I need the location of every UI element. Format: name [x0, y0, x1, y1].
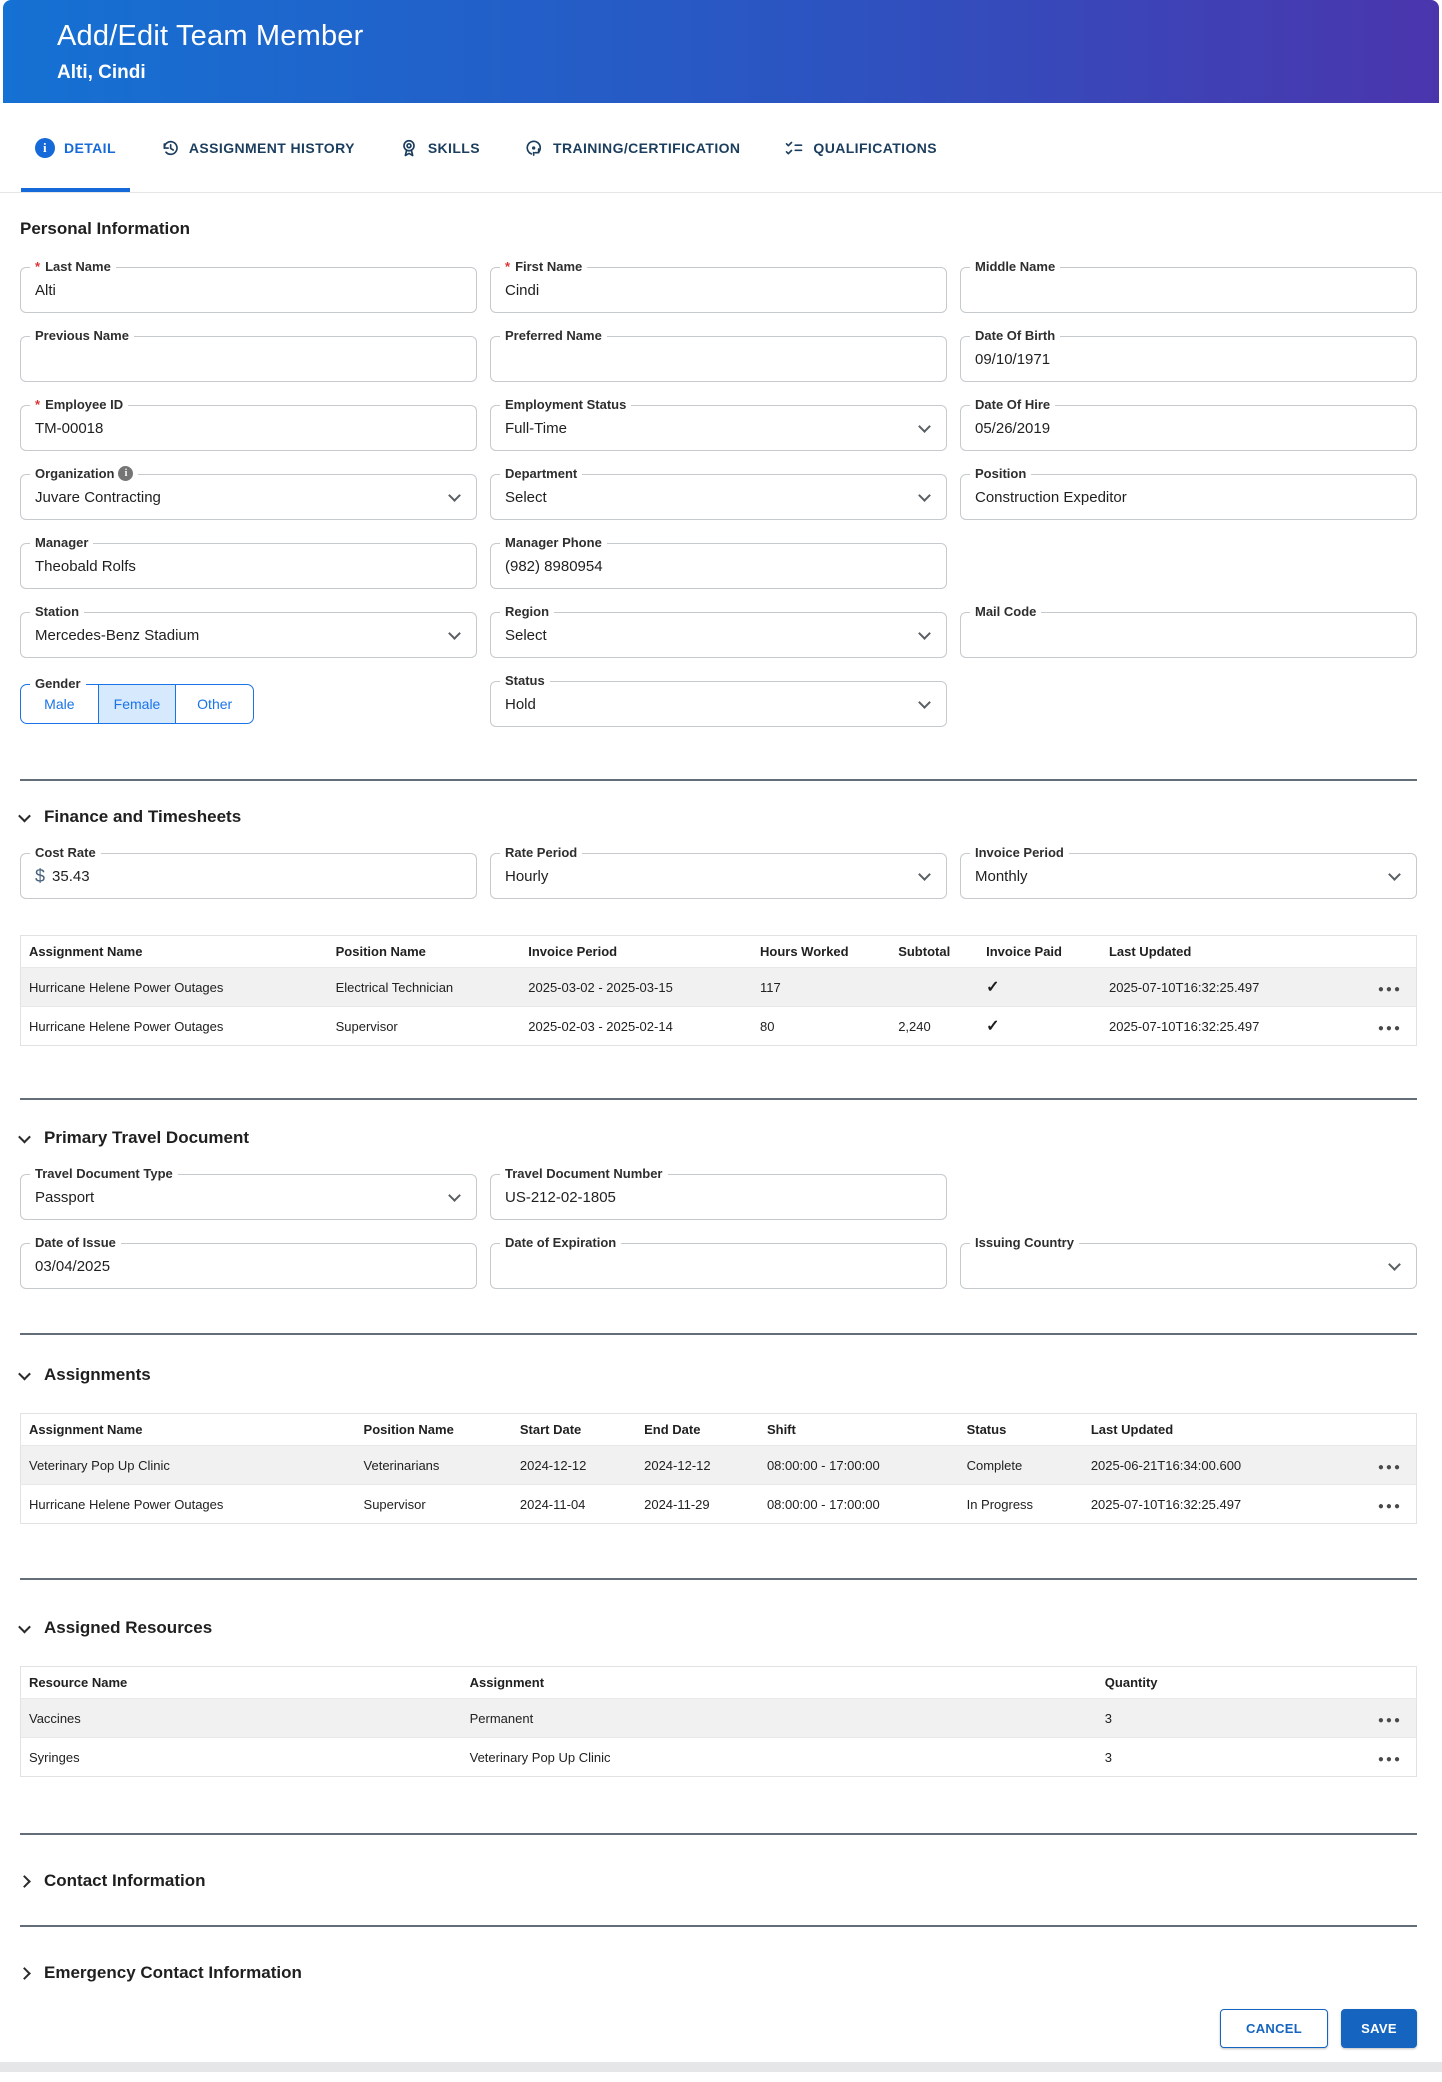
column-header: Last Updated: [1101, 936, 1358, 968]
field-label: Department: [500, 466, 582, 481]
travel-section-header[interactable]: [20, 1128, 1417, 1148]
cell-invoice-period: 2025-03-02 - 2025-03-15: [528, 979, 673, 995]
tab-label: TRAINING/CERTIFICATION: [553, 139, 741, 156]
chevron-down-icon: [448, 627, 461, 640]
table-row[interactable]: [21, 968, 1417, 1007]
field-label: Rate Period: [500, 845, 582, 860]
field-label: Middle Name: [970, 259, 1060, 274]
assignments-title: Assignments: [44, 1365, 151, 1384]
chevron-down-icon: [918, 627, 931, 640]
cell-status: Complete: [966, 1457, 1023, 1473]
field-label: Issuing Country: [970, 1235, 1079, 1250]
required-asterisk: *: [35, 259, 41, 274]
info-icon[interactable]: i: [118, 466, 133, 481]
tab-training-certification[interactable]: [510, 103, 754, 192]
gender-button-group: [20, 676, 254, 724]
chevron-down-icon: [1388, 1258, 1401, 1271]
form-actions: [20, 2009, 1417, 2048]
cell-resource: Syringes: [29, 1749, 80, 1765]
column-header: Position Name: [328, 936, 521, 968]
field-label: Organization i: [30, 466, 138, 481]
cell-invoice-period: 2025-02-03 - 2025-02-14: [528, 1018, 673, 1034]
tab-bar: [0, 103, 1442, 193]
field-label: * Employee ID: [30, 397, 128, 412]
personal-information-grid: [20, 259, 1417, 727]
row-menu-icon[interactable]: ●●●: [1377, 1714, 1402, 1726]
gender-male-button[interactable]: Male: [44, 696, 75, 712]
resources-section-header[interactable]: [20, 1618, 1417, 1638]
table-row[interactable]: [21, 1007, 1417, 1046]
cell-invoice-paid: [978, 968, 1101, 1007]
preferred-name-field[interactable]: [490, 328, 947, 382]
travel-document-number-field[interactable]: Travel Document Number US-212-02-1805: [490, 1174, 947, 1220]
date-of-expiration-field[interactable]: [490, 1235, 947, 1289]
field-label: Previous Name: [30, 328, 134, 343]
field-label: Cost Rate: [30, 845, 101, 860]
cell-last-updated: 2025-07-10T16:32:25.497: [1108, 979, 1260, 995]
field-label: Manager: [30, 535, 93, 550]
gender-other-button[interactable]: Other: [175, 685, 253, 723]
tab-detail[interactable]: [21, 103, 130, 192]
column-header: Last Updated: [1083, 1414, 1359, 1446]
field-label: Gender: [30, 676, 86, 691]
cell-assignment: Hurricane Helene Power Outages: [29, 1496, 224, 1512]
region-select[interactable]: Region Select: [490, 612, 947, 658]
emergency-contact-title: Emergency Contact Information: [44, 1963, 302, 1982]
cell-last-updated: 2025-07-10T16:32:25.497: [1108, 1018, 1260, 1034]
cell-actions: [1359, 1446, 1416, 1485]
chevron-down-icon: [918, 489, 931, 502]
chevron-down-icon: [448, 1189, 461, 1202]
status-select[interactable]: Status Hold: [490, 681, 947, 727]
field-label: Travel Document Number: [500, 1166, 668, 1181]
travel-document-type-select[interactable]: Travel Document Type Passport: [20, 1174, 477, 1220]
travel-grid: [20, 1166, 1417, 1289]
date-of-hire-field[interactable]: Date Of Hire 05/26/2019: [960, 405, 1417, 451]
field-label: * Last Name: [30, 259, 116, 274]
cell-actions: [1358, 1007, 1417, 1046]
cell-start-date: 2024-12-12: [519, 1457, 587, 1473]
tab-label: DETAIL: [64, 139, 116, 156]
section-divider: [20, 1925, 1417, 1927]
tab-label: ASSIGNMENT HISTORY: [188, 139, 355, 156]
table-header-row: [21, 1667, 1417, 1699]
rate-period-select[interactable]: Rate Period Hourly: [490, 853, 947, 899]
section-divider: [20, 1578, 1417, 1580]
cell-position: Supervisor: [363, 1496, 426, 1512]
chevron-down-icon: [918, 868, 931, 881]
cell-quantity: 3: [1104, 1749, 1113, 1765]
field-label: Date of Expiration: [500, 1235, 621, 1250]
issuing-country-select[interactable]: [960, 1235, 1417, 1289]
grid-spacer: [960, 681, 1417, 727]
column-header: [1358, 936, 1417, 968]
gender-cell: [20, 676, 477, 727]
finance-title: Finance and Timesheets: [44, 807, 242, 826]
checklist-icon: [784, 138, 804, 158]
currency-prefix: $: [35, 865, 46, 886]
table-row[interactable]: [21, 1699, 1417, 1738]
contact-information-title: Contact Information: [44, 1871, 206, 1890]
cell-subtotal: [890, 968, 978, 1007]
info-icon: i: [35, 138, 55, 158]
column-header: Resource Name: [21, 1667, 462, 1699]
assignments-section-header[interactable]: [20, 1365, 1417, 1385]
invoice-period-select[interactable]: Invoice Period Monthly: [960, 853, 1417, 899]
required-asterisk: *: [35, 397, 41, 412]
cell-invoice-paid: [978, 1007, 1101, 1046]
department-select[interactable]: Department Select: [490, 474, 947, 520]
date-of-issue-field[interactable]: Date of Issue 03/04/2025: [20, 1243, 477, 1289]
check-icon: ✓: [986, 1018, 1000, 1035]
cell-actions: [1362, 1738, 1416, 1777]
column-header: Hours Worked: [752, 936, 890, 968]
travel-title: Primary Travel Document: [44, 1128, 250, 1147]
field-label: Manager Phone: [500, 535, 607, 550]
middle-name-field[interactable]: [960, 259, 1417, 313]
cancel-button[interactable]: CANCEL: [1220, 2009, 1328, 2048]
cell-assignment: Veterinary Pop Up Clinic: [29, 1457, 170, 1473]
chevron-down-icon: [18, 1367, 31, 1380]
page-title: Add/Edit Team Member: [57, 20, 364, 52]
field-label: Date Of Birth: [970, 328, 1060, 343]
field-label: Station: [30, 604, 84, 619]
resources-title: Assigned Resources: [44, 1618, 213, 1637]
cell-quantity: 3: [1104, 1710, 1113, 1726]
column-header: Shift: [759, 1414, 959, 1446]
column-header: Invoice Period: [520, 936, 752, 968]
section-divider: [20, 1098, 1417, 1100]
training-icon: [524, 138, 544, 158]
cell-assignment: Permanent: [469, 1710, 534, 1726]
field-label: Travel Document Type: [30, 1166, 178, 1181]
previous-name-field[interactable]: [20, 328, 477, 382]
cell-actions: [1362, 1699, 1416, 1738]
tab-label: QUALIFICATIONS: [813, 139, 937, 156]
cell-actions: [1358, 968, 1417, 1007]
finance-grid: [20, 845, 1417, 899]
mail-code-field[interactable]: [960, 604, 1417, 658]
row-menu-icon[interactable]: ●●●: [1377, 983, 1402, 995]
field-label: Position: [970, 466, 1031, 481]
last-name-field[interactable]: * Last Name Alti: [20, 267, 477, 313]
organization-select[interactable]: Organization i Juvare Contracting: [20, 474, 477, 520]
column-header: Assignment: [462, 1667, 1097, 1699]
history-icon: [160, 138, 180, 158]
cell-assignment: Hurricane Helene Power Outages: [29, 979, 224, 995]
manager-phone-field[interactable]: Manager Phone (982) 8980954: [490, 543, 947, 589]
section-divider: [20, 779, 1417, 781]
finance-section-header[interactable]: [20, 807, 1417, 827]
date-of-birth-field[interactable]: Date Of Birth 09/10/1971: [960, 336, 1417, 382]
cell-position: Supervisor: [335, 1018, 398, 1034]
field-label: Preferred Name: [500, 328, 607, 343]
column-header: Subtotal: [890, 936, 978, 968]
field-label: Mail Code: [970, 604, 1041, 619]
table-row[interactable]: [21, 1446, 1417, 1485]
assignments-table: [20, 1413, 1417, 1524]
cell-last-updated: 2025-06-21T16:34:00.600: [1090, 1457, 1242, 1473]
first-name-field[interactable]: * First Name Cindi: [490, 267, 947, 313]
row-menu-icon[interactable]: ●●●: [1377, 1753, 1402, 1765]
emergency-contact-section-header[interactable]: [20, 1963, 1417, 1983]
chevron-down-icon: [918, 420, 931, 433]
table-header-row: [21, 936, 1417, 968]
manager-field[interactable]: Manager Theobald Rolfs: [20, 543, 477, 589]
cell-subtotal: 2,240: [898, 1018, 931, 1034]
cell-start-date: 2024-11-04: [519, 1496, 586, 1512]
table-row[interactable]: [21, 1738, 1417, 1777]
chevron-down-icon: [1388, 868, 1401, 881]
cell-status: In Progress: [966, 1496, 1034, 1512]
chevron-down-icon: [918, 696, 931, 709]
grid-spacer: [960, 543, 1417, 589]
cell-resource: Vaccines: [29, 1710, 81, 1726]
grid-spacer: [960, 1174, 1417, 1220]
chevron-down-icon: [448, 489, 461, 502]
contact-information-section-header[interactable]: [20, 1871, 1417, 1891]
cell-hours: 117: [759, 979, 781, 995]
chevron-right-icon: [18, 1875, 31, 1888]
page-bottom-strip: [0, 2062, 1442, 2072]
table-header-row: [21, 1414, 1417, 1446]
column-header: Assignment Name: [21, 936, 328, 968]
position-field[interactable]: Position Construction Expeditor: [960, 474, 1417, 520]
check-icon: ✓: [986, 979, 1000, 996]
member-name-subtitle: Alti, Cindi: [57, 62, 146, 83]
cell-position: Electrical Technician: [335, 979, 454, 995]
cell-shift: 08:00:00 - 17:00:00: [766, 1496, 880, 1512]
cost-rate-field[interactable]: Cost Rate $ 35.43: [20, 853, 477, 899]
field-label: Invoice Period: [970, 845, 1069, 860]
employee-id-field[interactable]: * Employee ID TM-00018: [20, 405, 477, 451]
column-header: Invoice Paid: [978, 936, 1101, 968]
field-label: Region: [500, 604, 554, 619]
cell-end-date: 2024-11-29: [644, 1496, 710, 1512]
row-menu-icon[interactable]: ●●●: [1377, 1022, 1402, 1034]
column-header: Start Date: [512, 1414, 636, 1446]
resources-table: [20, 1666, 1417, 1777]
save-button[interactable]: SAVE: [1341, 2009, 1417, 2048]
employment-status-select[interactable]: Employment Status Full-Time: [490, 405, 947, 451]
cell-hours: 80: [759, 1018, 775, 1034]
table-row[interactable]: [21, 1485, 1417, 1524]
field-label: Date Of Hire: [970, 397, 1055, 412]
cell-end-date: 2024-12-12: [644, 1457, 711, 1473]
tab-qualifications[interactable]: [770, 103, 951, 192]
page-header: [3, 0, 1439, 103]
personal-information-title: Personal Information: [20, 219, 191, 238]
cell-position: Veterinarians: [363, 1457, 440, 1473]
gender-female-button[interactable]: Female: [98, 685, 176, 723]
required-asterisk: *: [505, 259, 511, 274]
field-label: * First Name: [500, 259, 587, 274]
section-divider: [20, 1333, 1417, 1335]
chevron-down-icon: [18, 1130, 31, 1143]
field-label: Employment Status: [500, 397, 631, 412]
station-select[interactable]: Station Mercedes-Benz Stadium: [20, 612, 477, 658]
field-label: Status: [500, 673, 550, 688]
column-header: Assignment Name: [21, 1414, 356, 1446]
column-header: [1362, 1667, 1416, 1699]
badge-icon: [399, 138, 419, 158]
cell-actions: [1359, 1485, 1416, 1524]
column-header: End Date: [636, 1414, 759, 1446]
tab-assignment-history[interactable]: [146, 103, 369, 192]
cell-assignment: Hurricane Helene Power Outages: [29, 1018, 224, 1034]
field-label: Date of Issue: [30, 1235, 121, 1250]
chevron-down-icon: [18, 1620, 31, 1633]
cell-assignment: Veterinary Pop Up Clinic: [469, 1749, 611, 1765]
column-header: Status: [959, 1414, 1083, 1446]
timesheets-table: [20, 935, 1417, 1046]
column-header: [1359, 1414, 1416, 1446]
row-menu-icon[interactable]: ●●●: [1377, 1500, 1402, 1512]
row-menu-icon[interactable]: ●●●: [1377, 1461, 1402, 1473]
tab-skills[interactable]: [385, 103, 494, 192]
column-header: Position Name: [356, 1414, 512, 1446]
chevron-down-icon: [18, 809, 31, 822]
tab-label: SKILLS: [427, 139, 480, 156]
cell-shift: 08:00:00 - 17:00:00: [766, 1457, 880, 1473]
cell-last-updated: 2025-07-10T16:32:25.497: [1090, 1496, 1242, 1512]
chevron-right-icon: [18, 1967, 31, 1980]
section-divider: [20, 1833, 1417, 1835]
column-header: Quantity: [1097, 1667, 1362, 1699]
